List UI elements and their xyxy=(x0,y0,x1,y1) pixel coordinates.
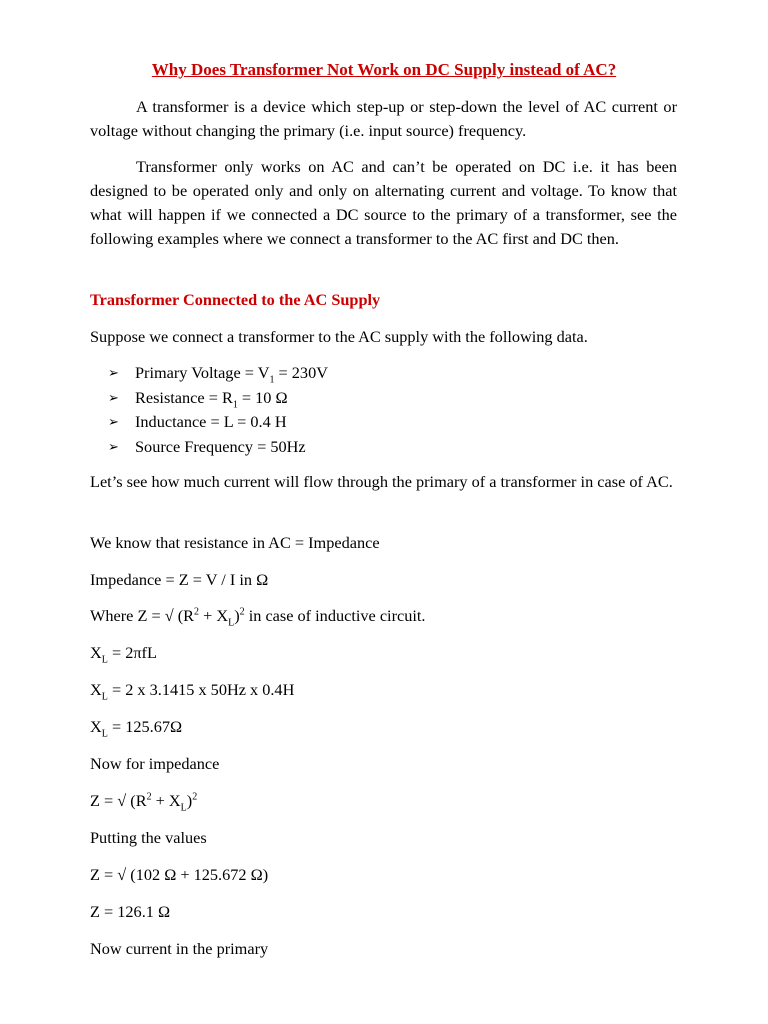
z-result: Z = 126.1 Ω xyxy=(90,902,171,921)
list-item: ➢ Source Frequency = 50Hz xyxy=(108,435,328,460)
we-know-text: We know that resistance in AC = Impedance xyxy=(90,533,380,552)
list-item: ➢ Primary Voltage = $V_1 = 230V$ xyxy=(108,363,328,386)
arrow-bullet-icon: ➢ xyxy=(108,415,119,430)
now-impedance-text: Now for impedance xyxy=(90,754,220,773)
xl-formula: $X_L = 2\pi fL$ xyxy=(90,643,157,666)
z-values-formula: Z = √ (102 Ω + 125.672 Ω) xyxy=(90,865,269,884)
section-heading: Transformer Connected to the AC Supply xyxy=(90,290,381,309)
second-paragraph xyxy=(90,155,677,251)
z-formula: Z = √ $(R^2 + X_L)^2$ xyxy=(90,791,198,814)
intro-paragraph xyxy=(90,95,677,143)
list-item: ➢ Resistance = $R_1 = 10$ Ω xyxy=(108,387,288,410)
xl-calculation: $X_L = 2$ x 3.1415 x 50Hz x 0.4H xyxy=(90,680,295,703)
arrow-bullet-icon: ➢ xyxy=(108,390,119,406)
second-paragraph-text: Transformer only works on AC and can’t be operated on DC i.e. it has been designed to be operated only and only on alternating current and voltage. To know that what will happen if we connected a DC source to the primary of a transformer, see the following examples where we connect a transformer to the AC first and DC then. xyxy=(90,157,677,248)
data-bullet-list xyxy=(108,361,328,459)
impedance-definition: Impedance = Z = V / I in Ω xyxy=(90,570,269,589)
lets-see-paragraph: Let’s see how much current will flow through the primary of a transformer in case of AC. xyxy=(90,472,673,491)
arrow-bullet-icon: ➢ xyxy=(108,439,119,455)
putting-values-text: Putting the values xyxy=(90,828,207,847)
where-z-formula: Where Z = √ $(R^2 + X_L)^2$ in case of inductive circuit. xyxy=(90,606,426,629)
suppose-text: Suppose we connect a transformer to the AC supply with the following data. xyxy=(90,327,588,346)
page-title: Why Does Transformer Not Work on DC Supply instead of AC? xyxy=(151,60,617,79)
intro-paragraph-text: A transformer is a device which step-up or step-down the level of AC current or voltage without changing the primary (i.e. input source) frequency. xyxy=(90,97,677,140)
list-item: ➢ Inductance = L = 0.4 H xyxy=(108,410,328,435)
arrow-bullet-icon: ➢ xyxy=(108,366,119,381)
xl-result: $X_L = 125.67\Omega$ xyxy=(90,717,183,740)
now-current-text: Now current in the primary xyxy=(90,939,269,958)
